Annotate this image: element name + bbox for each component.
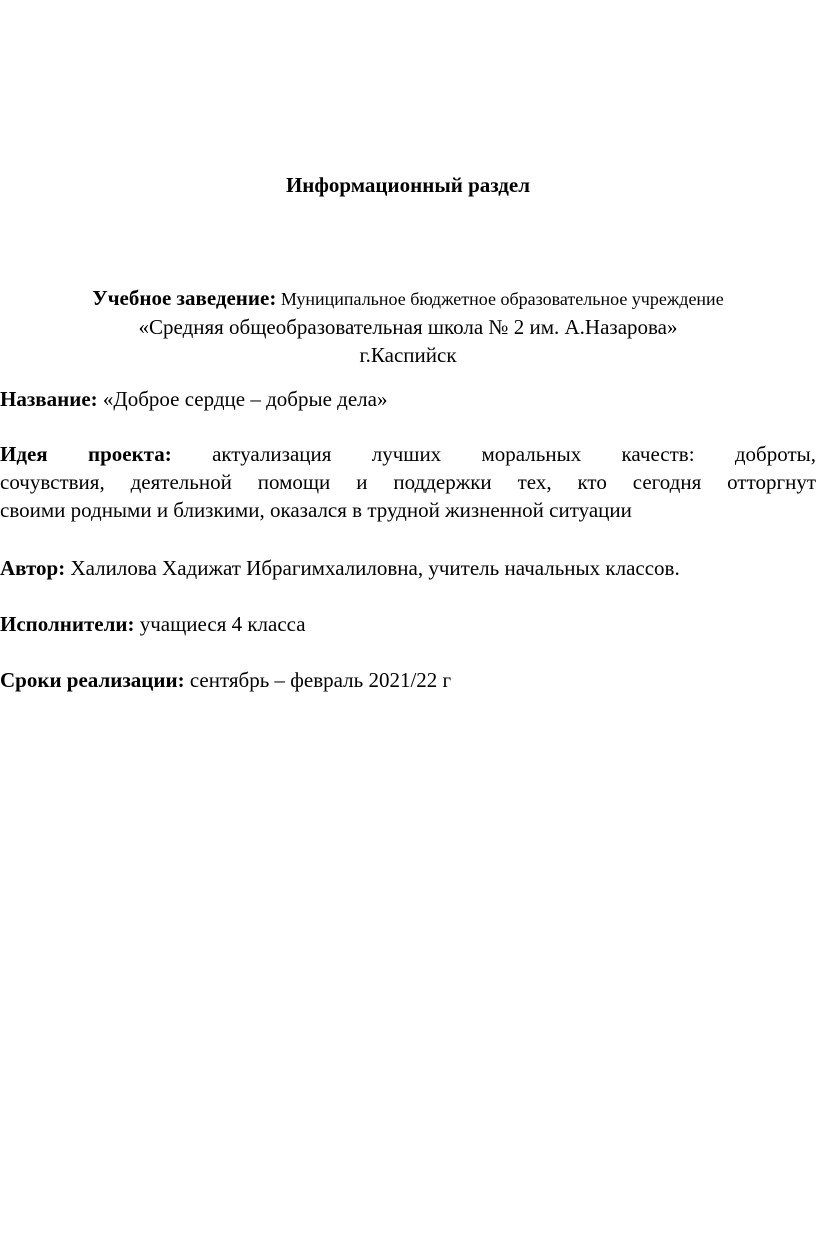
executors-value: учащиеся 4 класса (139, 612, 306, 636)
institution-block (0, 284, 816, 369)
executors-field (0, 610, 816, 638)
project-name-label: Название: (0, 387, 98, 411)
institution-label: Учебное заведение: (92, 286, 277, 310)
project-idea-field (0, 440, 816, 524)
terms-value: сентябрь – февраль 2021/22 г (189, 668, 452, 692)
author-value: Халилова Хадижат Ибрагимхалиловна, учитель начальных классов. (70, 556, 680, 580)
project-idea-line-2: сочувствия, деятельной помощи и поддержки тех, кто сегодня отторгнут (0, 470, 816, 494)
page-title: Информационный раздел (285, 173, 531, 197)
institution-city: г.Каспийск (359, 343, 457, 367)
project-idea-label: Идея проекта: (0, 442, 172, 466)
project-name-value: «Доброе сердце – добрые дела» (102, 387, 388, 411)
executors-label: Исполнители: (0, 612, 135, 636)
project-idea-row-1 (0, 440, 816, 468)
institution-type: Муниципальное бюджетное образовательное учреждение (280, 289, 724, 309)
author-label: Автор: (0, 556, 66, 580)
project-name-field (0, 385, 816, 413)
author-field (0, 554, 816, 582)
project-idea-line-3: своими родными и близкими, оказался в трудной жизненной ситуации (0, 498, 632, 522)
institution-school-name: «Средняя общеобразовательная школа № 2 им. А.Назарова» (138, 315, 678, 339)
terms-field (0, 666, 816, 694)
institution-line-1 (0, 284, 816, 313)
project-idea-line-1: актуализация лучших моральных качеств: доброты, (212, 442, 816, 466)
terms-label: Сроки реализации: (0, 668, 185, 692)
